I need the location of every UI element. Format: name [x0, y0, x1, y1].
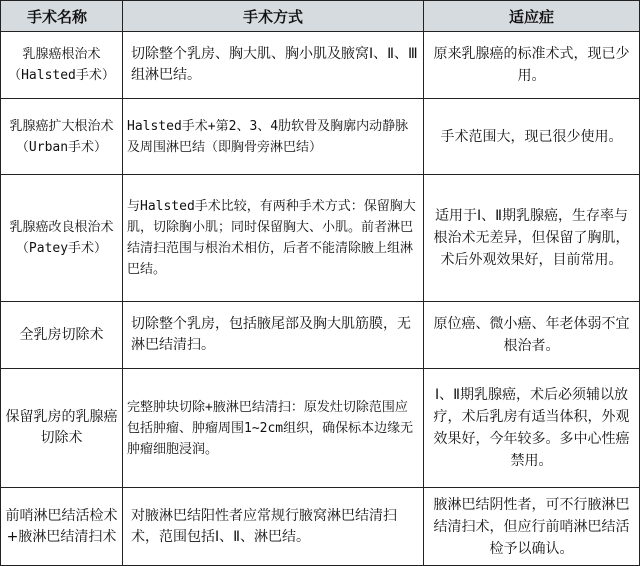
cell-indication: Ⅰ、Ⅱ期乳腺癌，术后必须辅以放疗，术后乳房有适当体积，外观效果好，今年较多。多中心性癌禁用。 [424, 369, 640, 488]
cell-indication: 原位癌、微小癌、年老体弱不宜根治者。 [424, 302, 640, 369]
table-row [1, 488, 640, 566]
cell-surgery-name: 保留乳房的乳腺癌切除术 [1, 369, 123, 488]
cell-indication: 手术范围大，现已很少使用。 [424, 99, 640, 175]
table-row [1, 175, 640, 302]
cell-surgery-name: 全乳房切除术 [1, 302, 123, 369]
cell-surgery-method: 完整肿块切除+腋淋巴结清扫：原发灶切除范围应包括肿瘤、肿瘤周围1~2cm组织，确保标本边缘无肿瘤细胞浸润。 [123, 369, 424, 488]
cell-surgery-method: Halsted手术+第2、3、4肋软骨及胸廓内动静脉及周围淋巴结（即胸骨旁淋巴结） [123, 99, 424, 175]
cell-indication: 适用于Ⅰ、Ⅱ期乳腺癌，生存率与根治术无差异，但保留了胸肌，术后外观效果好，目前常用。 [424, 175, 640, 302]
table-row [1, 369, 640, 488]
table-row [1, 32, 640, 99]
header-method: 手术方式 [123, 1, 424, 32]
cell-surgery-method: 对腋淋巴结阳性者应常规行腋窝淋巴结清扫术，范围包括Ⅰ、Ⅱ、淋巴结。 [123, 488, 424, 566]
table-row [1, 99, 640, 175]
cell-surgery-name: 前哨淋巴结活检术+腋淋巴结清扫术 [1, 488, 123, 566]
cell-surgery-name: 乳腺癌改良根治术（Patey手术） [1, 175, 123, 302]
table-row [1, 302, 640, 369]
cell-indication: 腋淋巴结阴性者，可不行腋淋巴结清扫术，但应行前哨淋巴结活检予以确认。 [424, 488, 640, 566]
cell-surgery-method: 切除整个乳房、胸大肌、胸小肌及腋窝Ⅰ、Ⅱ、Ⅲ组淋巴结。 [123, 32, 424, 99]
cell-surgery-name: 乳腺癌根治术（Halsted手术） [1, 32, 123, 99]
table-header-row [1, 1, 640, 32]
cell-surgery-name: 乳腺癌扩大根治术（Urban手术） [1, 99, 123, 175]
cell-surgery-method: 切除整个乳房，包括腋尾部及胸大肌筋膜，无淋巴结清扫。 [123, 302, 424, 369]
header-name: 手术名称 [1, 1, 123, 32]
cell-indication: 原来乳腺癌的标准术式，现已少用。 [424, 32, 640, 99]
header-indication: 适应症 [424, 1, 640, 32]
cell-surgery-method: 与Halsted手术比较，有两种手术方式：保留胸大肌，切除胸小肌；同时保留胸大、小肌。前者淋巴结清扫范围与根治术相仿，后者不能清除腋上组淋巴结。 [123, 175, 424, 302]
